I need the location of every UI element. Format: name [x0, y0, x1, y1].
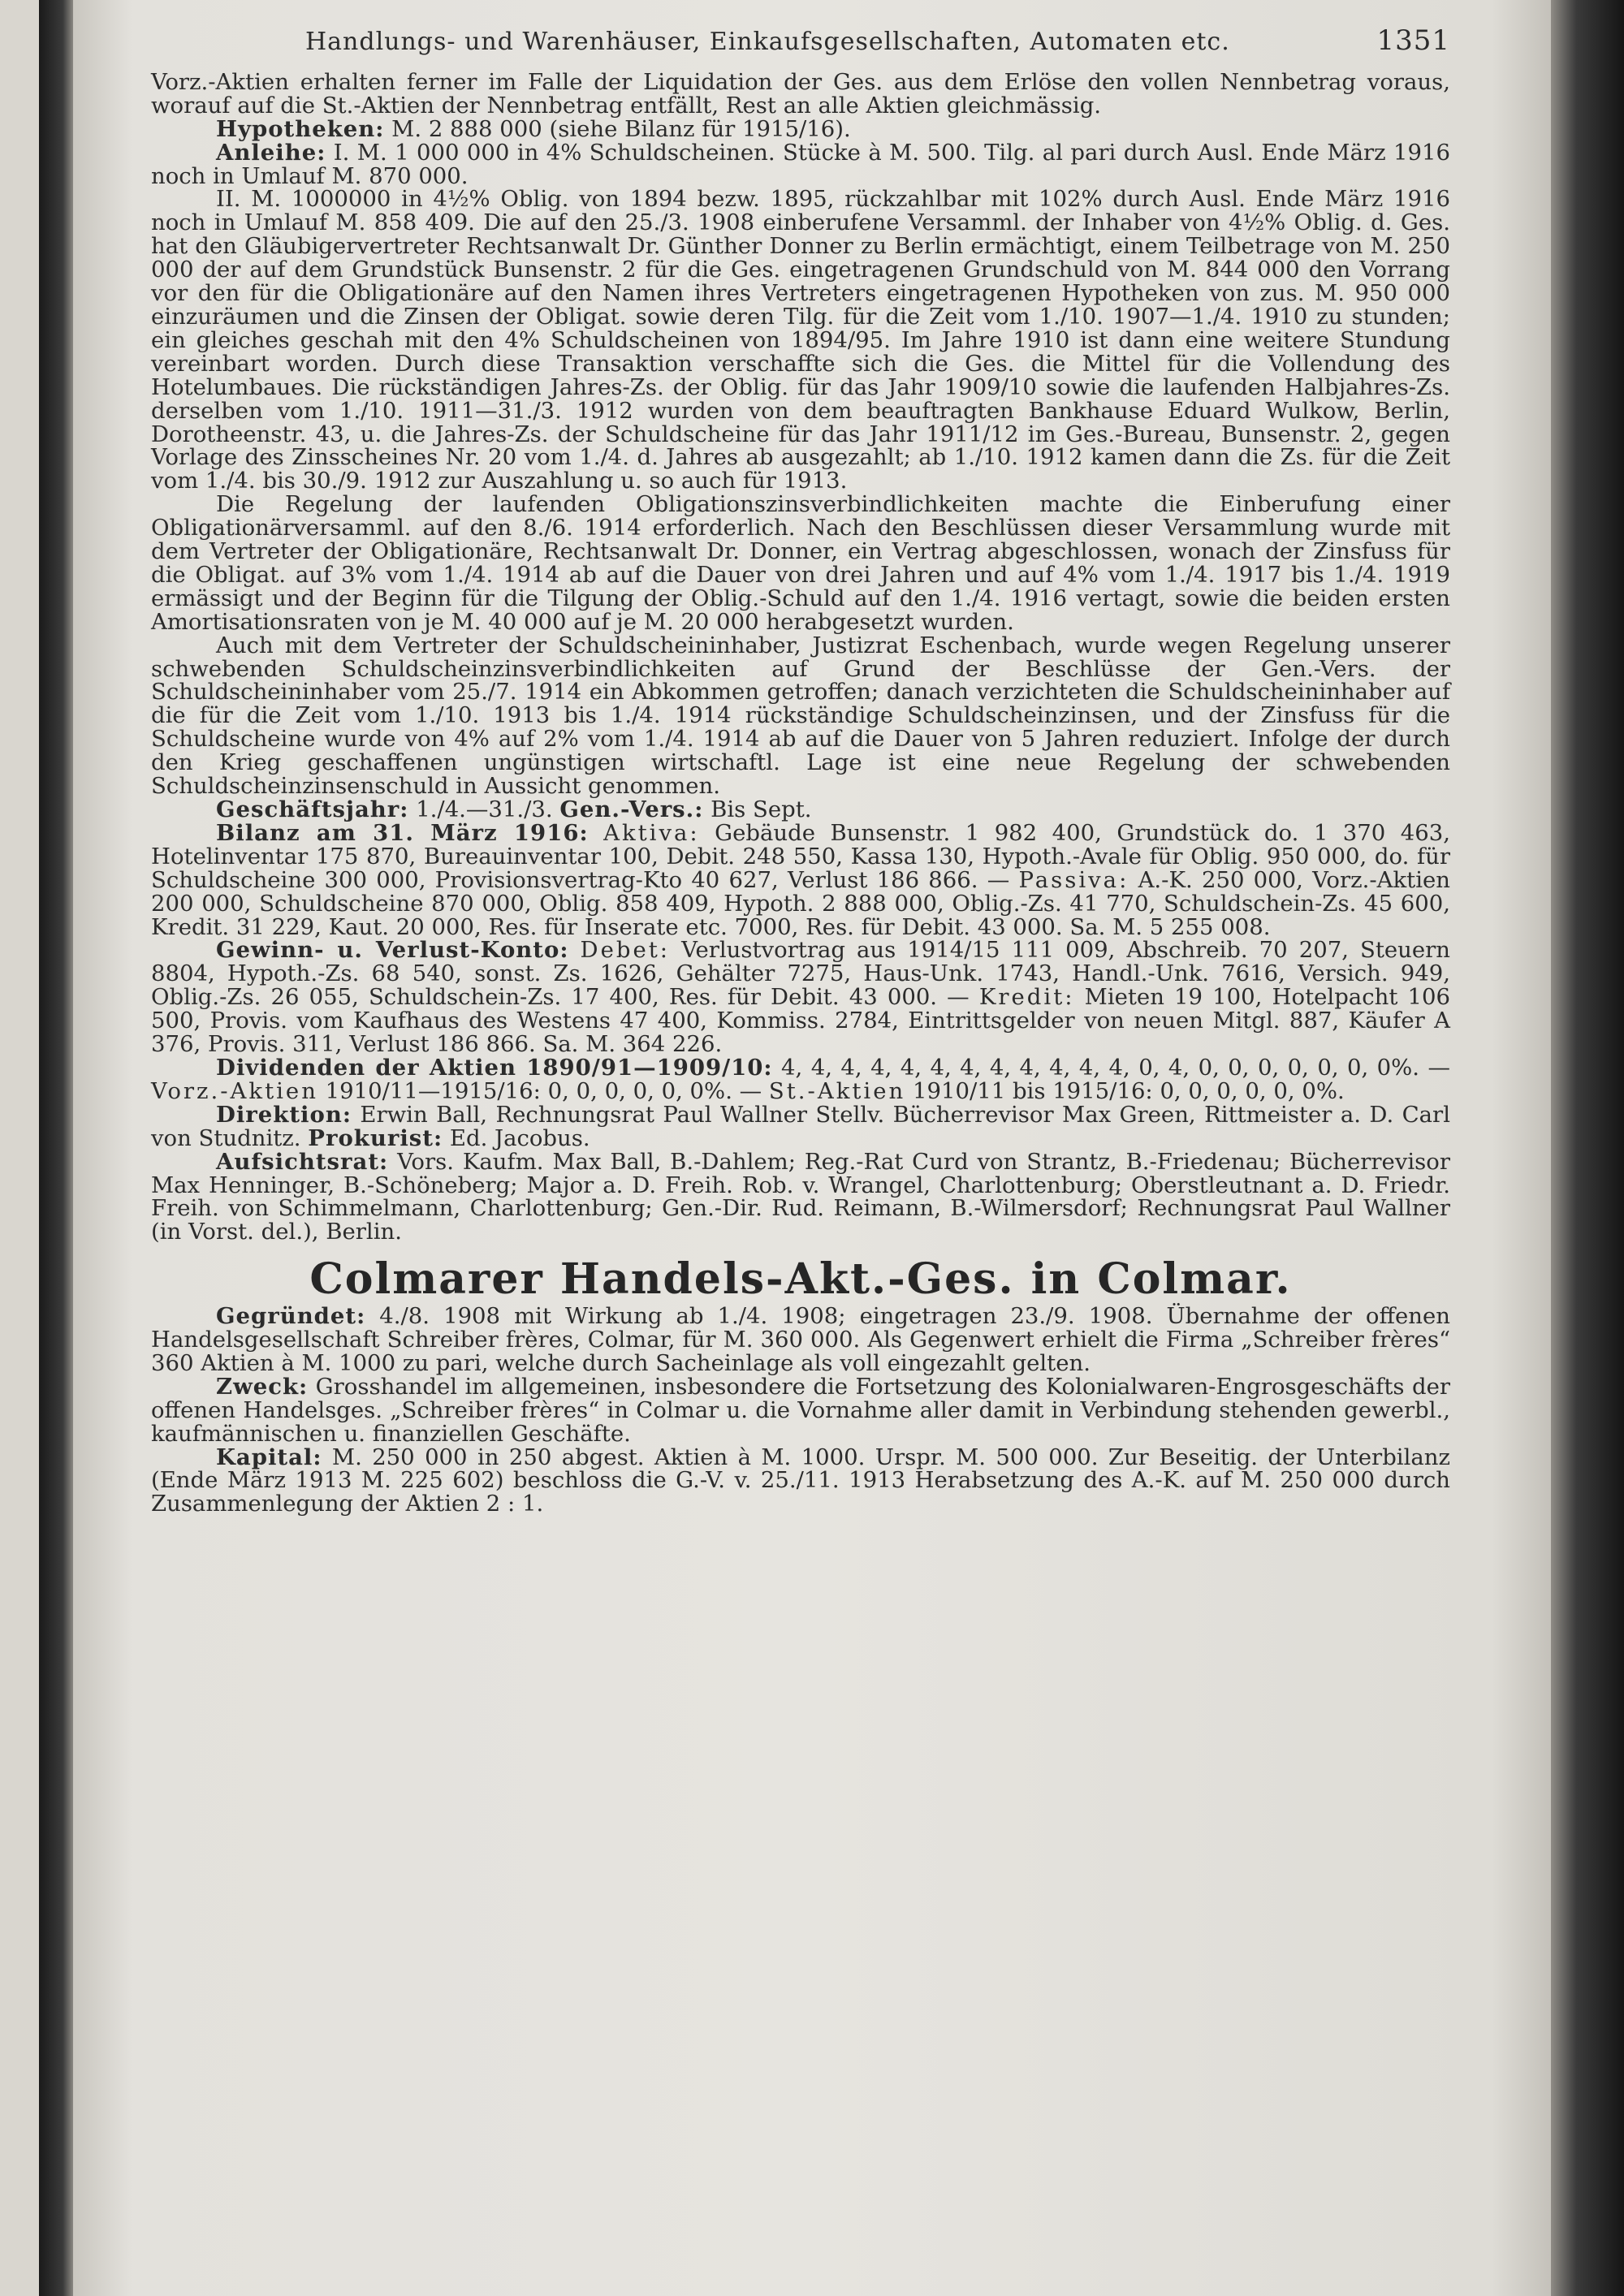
zweck-label: Zweck: [216, 1373, 309, 1400]
gewinn-verlust-entry [151, 939, 1450, 1056]
aufsichtsrat-entry [151, 1150, 1450, 1245]
st-aktien-dividends: 1910/11 bis 1915/16: 0, 0, 0, 0, 0, 0%. [912, 1077, 1345, 1104]
dividenden-label: Dividenden der Aktien 1890/91—1909/10: [216, 1054, 773, 1081]
regelung-paragraph: Die Regelung der laufenden Obligationszinsverbindlichkeiten machte die Einberufung einer Obligationärversamml. auf den 8./6. 1914 erforderlich. Nach den Beschlüssen dieser Versammlung wurde mit dem Vertreter der Obligationäre, Rechtsanwalt Dr. Donner, ein Vertrag abgeschlossen, wonach der Zinsfuss für die Obligat. auf 3% vom 1./4. 1914 ab auf die Dauer von drei Jahren und auf 4% vom 1./4. 1917 bis 1./4. 1919 ermässigt und der Beginn für die Tilgung der Oblig.-Schuld auf den 1./4. 1916 vertagt, sowie die beiden ersten Amortisationsraten von je M. 40 000 auf je M. 20 000 herabgesetzt wurden. [151, 491, 1450, 635]
zweck-text: Grosshandel im allgemeinen, insbesondere die Fortsetzung des Kolonialwaren-Engrosgeschäfts der offenen Handelsges. „Schreiber frères“ in Colmar u. die Vornahme aller damit in Verbindung stehenden gewerbl., kaufmännischen u. finanziellen Geschäfte. [151, 1373, 1450, 1447]
bilanz-entry [151, 819, 1450, 940]
aufsichtsrat-label: Aufsichtsrat: [216, 1148, 389, 1175]
anleihe-label: Anleihe: [216, 139, 326, 166]
zweck-entry [151, 1375, 1450, 1446]
dividenden-text: 4, 4, 4, 4, 4, 4, 4, 4, 4, 4, 4, 4, 0, 4, 0, 0, 0, 0, 0, 0, 0%. — [781, 1054, 1450, 1081]
passiva-word: Passiva: [1018, 866, 1129, 893]
aktiva-word: Aktiva: [603, 819, 700, 846]
dividenden-entry [151, 1056, 1450, 1103]
direktion-label: Direktion: [216, 1101, 352, 1128]
st-aktien-word: St.-Aktien [768, 1077, 906, 1104]
anleihe-entry [151, 141, 1450, 188]
aufsichtsrat-text: Vors. Kaufm. Max Ball, B.-Dahlem; Reg.-Rat Curd von Strantz, B.-Friedenau; Bücherrevisor Max Henninger, B.-Schöneberg; Major a. D. Freih. Rob. v. Wrangel, Charlottenburg; Oberstleutnant a. D. Friedr. Freih. von Schimmelmann, Charlottenburg; Gen.-Dir. Rud. Reimann, B.-Wilmersdorf; Rechnungsrat Paul Wallner (in Vorst. del.), Berlin. [151, 1148, 1450, 1245]
left-page-edge-shadow [39, 0, 73, 2296]
hypotheken-entry [151, 115, 1450, 142]
aktiva-text: Gebäude Bunsenstr. 1 982 400, Grundstück do. 1 370 463, Hotelinventar 175 870, Bureauinventar 100, Debit. 248 550, Kassa 130, Hypoth.-Avale für Oblig. 950 000, do. für Schuldscheine 300 000, Provisionsvertrag-Kto 40 627, Verlust 186 866. — [151, 819, 1450, 893]
hypotheken-text: M. 2 888 000 (siehe Bilanz für 1915/16). [391, 115, 851, 142]
company-heading-colmar: Colmarer Handels-Akt.-Ges. in Colmar. [309, 1254, 1292, 1305]
geschaeftsjahr-label: Geschäftsjahr: [216, 796, 409, 822]
geschaeftsjahr-entry [151, 798, 1450, 822]
kredit-word: Kredit: [978, 984, 1075, 1011]
schuldschein-paragraph: Auch mit dem Vertreter der Schuldscheininhaber, Justizrat Eschenbach, wurde wegen Regelung unserer schwebenden Schuldscheinzinsverbindlichkeiten auf Grund der Beschlüsse der Gen.-Vers. der Schuldscheininhaber vom 25./7. 1914 ein Abkommen getroffen; danach verzichteten die Schuldscheininhaber auf die für die Zeit vom 1./10. 1913 bis 1./4. 1914 rückständige Schuldscheinzinsen, und der Zinsfuss für die Schuldscheine wurde von 4% auf 2% vom 1./4. 1914 ab auf die Dauer von 5 Jahren reduziert. Infolge der durch den Krieg geschaffenen ungünstigen wirtschaftl. Lage ist eine neue Regelung der schwebenden Schuldscheinzinsenschuld in Aussicht genommen. [151, 632, 1450, 800]
left-margin-strip [0, 0, 39, 2296]
gen-vers-label: Gen.-Vers.: [559, 796, 704, 822]
gegruendet-entry [151, 1305, 1450, 1375]
kapital-text: M. 250 000 in 250 abgest. Aktien à M. 1000. Urspr. M. 500 000. Zur Beseitig. der Unterbilanz (Ende März 1913 M. 225 602) beschloss die G.-V. v. 25./11. 1913 Herabsetzung des A.-K. auf M. 250 000 durch Zusammenlegung der Aktien 2 : 1. [151, 1444, 1450, 1517]
direktion-entry [151, 1103, 1450, 1150]
anleihe-ii-paragraph: II. M. 1000000 in 4½% Oblig. von 1894 bezw. 1895, rückzahlbar mit 102% durch Ausl. Ende März 1916 noch in Umlauf M. 858 409. Die auf den 25./3. 1908 einberufene Versamml. der Inhaber von 4½% Oblig. d. Ges. hat den Gläubigervertreter Rechtsanwalt Dr. Günther Donner zu Berlin ermächtigt, einem Teilbetrage von M. 250 000 der auf dem Grundstück Bunsenstr. 2 für die Ges. eingetragenen Grundschuld von M. 844 000 den Vorrang vor den für die Obligationäre auf den Namen ihres Vertreters eingetragenen Hypotheken von zus. M. 950 000 einzuräumen und die Zinsen der Obligat. sowie deren Tilg. für die Zeit vom 1./10. 1907—1./4. 1910 zu stunden; ein gleiches geschah mit den 4% Schuldscheinen von 1894/95. Im Jahre 1910 ist dann eine weitere Stundung vereinbart worden. Durch diese Transaktion verschaffte sich die Ges. die Mittel für die Vollendung des Hotelumbaues. Die rückständigen Jahres-Zs. der Oblig. für das Jahr 1909/10 sowie die laufenden Halbjahres-Zs. derselben vom 1./10. 1911—31./3. 1912 wurden von dem beauftragten Bankhause Eduard Wulkow, Berlin, Dorotheenstr. 43, u. die Jahres-Zs. der Schuldscheine für das Jahr 1911/12 im Ges.-Bureau, Bunsenstr. 2, gegen Vorlage des Zinsscheines Nr. 20 vom 1./4. d. Jahres ab ausgezahlt; ab 1./10. 1912 kamen dann die Zs. für die Zeit vom 1./4. bis 30./9. 1912 zur Auszahlung u. so auch für 1913. [151, 186, 1450, 494]
debet-word: Debet: [580, 937, 671, 964]
kapital-label: Kapital: [216, 1444, 322, 1470]
gewinn-verlust-label: Gewinn- u. Verlust-Konto: [216, 937, 569, 964]
vorz-aktien-word: Vorz.-Aktien [151, 1077, 318, 1104]
gegruendet-text: 4./8. 1908 mit Wirkung ab 1./4. 1908; eingetragen 23./9. 1908. Übernahme der offenen Handelsgesellschaft Schreiber frères, Colmar, für M. 360 000. Als Gegenwert erhielt die Firma „Schreiber frères“ 360 Aktien à M. 1000 zu pari, welche durch Sacheinlage als voll eingezahlt gelten. [151, 1303, 1450, 1376]
gen-vers-text: Bis Sept. [710, 796, 812, 822]
debet-text: Verlustvortrag aus 1914/15 111 009, Abschreib. 70 207, Steuern 8804, Hypoth.-Zs. 68 540, sonst. Zs. 1626, Gehälter 7275, Haus-Unk. 1743, Handl.-Unk. 7616, Versich. 949, Oblig.-Zs. 26 055, Schuldschein-Zs. 17 400, Res. für Debit. 43 000. — [151, 937, 1450, 1011]
vorz-aktien-paragraph: Vorz.-Aktien erhalten ferner im Falle der Liquidation der Ges. aus dem Erlöse den vollen Nennbetrag voraus, worauf auf die St.-Aktien der Nennbetrag entfällt, Rest an alle Aktien gleichmässig. [151, 68, 1450, 119]
direktion-text: Erwin Ball, Rechnungsrat Paul Wallner Stellv. Bücherrevisor Max Green, Rittmeister a. D. Carl von Studnitz. [151, 1101, 1450, 1151]
vorz-aktien-dividends: 1910/11—1915/16: 0, 0, 0, 0, 0, 0%. — [325, 1077, 762, 1104]
prokurist-text: Ed. Jacobus. [449, 1124, 590, 1151]
gegruendet-label: Gegründet: [216, 1303, 366, 1330]
right-page-edge-shadow [1551, 0, 1624, 2296]
geschaeftsjahr-text: 1./4.—31./3. [416, 796, 553, 822]
prokurist-label: Prokurist: [308, 1124, 443, 1151]
running-title: Handlungs- und Warenhäuser, Einkaufsgesellschaften, Automaten etc. [305, 28, 1230, 56]
passiva-text: A.-K. 250 000, Vorz.-Aktien 200 000, Schuldscheine 870 000, Oblig. 858 409, Hypoth. 2 888 000, Oblig.-Zs. 41 770, Schuldschein-Zs. 45 600, Kredit. 31 229, Kaut. 20 000, Res. für Inserate etc. 7000, Res. für Debit. 43 000. Sa. M. 5 255 008. [151, 866, 1450, 940]
page-text [151, 24, 1451, 1517]
page-number: 1351 [1376, 24, 1450, 57]
running-header [305, 24, 1450, 57]
hypotheken-label: Hypotheken: [216, 115, 385, 142]
kapital-entry [151, 1446, 1450, 1517]
anleihe-text: I. M. 1 000 000 in 4% Schuldscheinen. Stücke à M. 500. Tilg. al pari durch Ausl. Ende März 1916 noch in Umlauf M. 870 000. [151, 139, 1451, 189]
bilanz-label: Bilanz am 31. März 1916: [216, 819, 589, 846]
kredit-text: Mieten 19 100, Hotelpacht 106 500, Provis. vom Kaufhaus des Westens 47 400, Kommiss. 2784, Eintrittsgelder von neuen Mitgl. 887, Käufer A 376, Provis. 311, Verlust 186 866. Sa. M. 364 226. [151, 984, 1450, 1058]
